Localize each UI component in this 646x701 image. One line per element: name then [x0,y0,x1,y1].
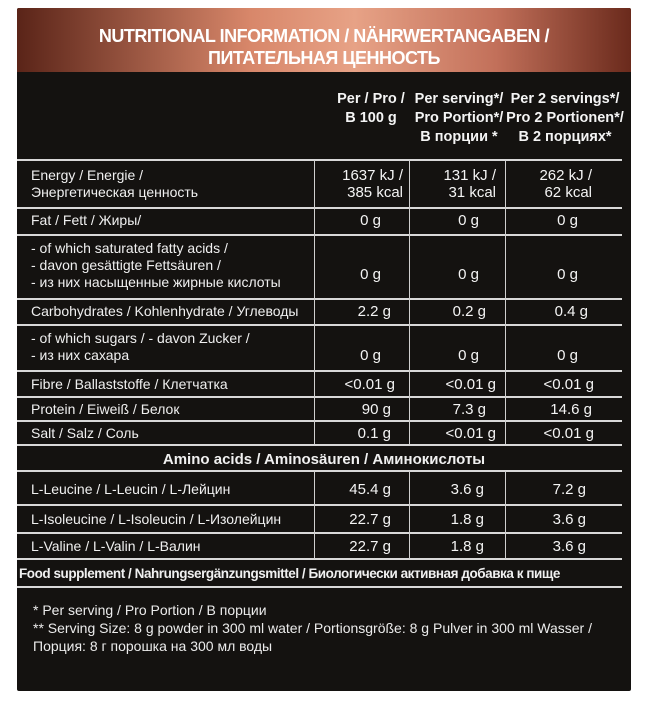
value-carbs-100g: 2.2 g [357,303,391,320]
value-fat-serving: 0 g [458,212,479,229]
value-isoleucine-100g: 22.7 g [349,511,391,528]
column-header-per-serving: Per serving*/ Pro Portion*/ В порции * [414,91,504,145]
value-energy-100g: 1637 kJ / 385 kcal [342,167,403,201]
row-label-saturated-fat: - of which saturated fatty acids / - davon gesättigte Fettsäuren / - из них насыщенные жирные кислоты [31,240,281,290]
value-salt-2-servings: <0.01 g [543,425,594,442]
table-divider [17,532,622,534]
value-saturated-serving: 0 g [458,266,479,283]
table-divider [17,298,622,300]
value-protein-serving: 7.3 g [452,401,486,418]
row-label-valine: L-Valine / L-Valin / L-Валин [31,538,201,554]
table-divider [17,420,622,422]
value-protein-100g: 90 g [361,401,391,418]
header-title: NUTRITIONAL INFORMATION / NÄHRWERTANGABEN / [98,26,550,46]
value-sugars-100g: 0 g [360,347,381,364]
table-divider [17,470,622,472]
value-isoleucine-serving: 1.8 g [450,511,484,528]
value-sugars-serving: 0 g [458,347,479,364]
value-fibre-2-servings: <0.01 g [543,376,594,393]
table-divider [17,324,622,326]
nutrition-label [17,8,631,691]
row-label-fibre: Fibre / Ballaststoffe / Клетчатка [31,376,228,392]
value-fat-2-servings: 0 g [557,212,578,229]
row-label-carbohydrates: Carbohydrates / Kohlenhydrate / Углеводы [31,303,299,319]
table-divider [17,396,622,398]
column-header-per-100g: Per / Pro / В 100 g [337,91,405,126]
label-header [17,8,631,72]
row-label-energy: Energy / Energie / Энергетическая ценность [31,167,199,200]
value-saturated-100g: 0 g [360,266,381,283]
value-carbs-2-servings: 0.4 g [554,303,588,320]
value-leucine-100g: 45.4 g [349,481,391,498]
table-divider [17,234,622,236]
value-leucine-serving: 3.6 g [450,481,484,498]
row-label-leucine: L-Leucine / L-Leucin / L-Лейцин [31,481,231,497]
table-divider [17,444,622,446]
footnote-serving-size-russian: Порция: 8 г порошка на 300 мл воды [33,638,273,654]
amino-acids-heading: Amino acids / Aminosäuren / Аминокислоты [162,451,486,468]
footnote-serving: * Per serving / Pro Portion / В порции [33,602,267,618]
row-label-salt: Salt / Salz / Соль [31,425,139,441]
table-divider [17,370,622,372]
table-divider [17,159,622,161]
value-saturated-2-servings: 0 g [557,266,578,283]
food-supplement-note: Food supplement / Nahrungsergänzungsmittel / Биологически активная добавка к пище [19,566,560,581]
footnote-serving-size: ** Serving Size: 8 g powder in 300 ml water / Portionsgröße: 8 g Pulver in 300 ml Wasser / [33,620,592,636]
value-energy-2-servings: 262 kJ / 62 kcal [539,167,592,201]
table-divider [17,207,622,209]
value-energy-serving: 131 kJ / 31 kcal [443,167,496,201]
value-valine-100g: 22.7 g [349,538,391,555]
row-label-fat: Fat / Fett / Жиры/ [31,212,142,228]
value-salt-serving: <0.01 g [445,425,496,442]
row-label-isoleucine: L-Isoleucine / L-Isoleucin / L-Изолейцин [31,511,282,527]
value-valine-serving: 1.8 g [450,538,484,555]
value-sugars-2-servings: 0 g [557,347,578,364]
row-label-protein: Protein / Eiweiß / Белок [31,401,180,417]
header-title-russian: ПИТАТЕЛЬНАЯ ЦЕННОСТЬ [208,48,440,68]
table-divider [17,558,622,560]
value-salt-100g: 0.1 g [357,425,391,442]
column-header-per-2-servings: Per 2 servings*/ Pro 2 Portionen*/ В 2 порциях* [506,91,624,145]
value-fibre-serving: <0.01 g [445,376,496,393]
value-leucine-2-servings: 7.2 g [552,481,586,498]
row-label-sugars: - of which sugars / - davon Zucker / - из них сахара [31,330,250,363]
value-protein-2-servings: 14.6 g [550,401,592,418]
value-fat-100g: 0 g [360,212,381,229]
value-isoleucine-2-servings: 3.6 g [552,511,586,528]
value-valine-2-servings: 3.6 g [552,538,586,555]
table-divider [17,504,622,506]
value-fibre-100g: <0.01 g [344,376,395,393]
table-divider [17,586,622,588]
value-carbs-serving: 0.2 g [452,303,486,320]
